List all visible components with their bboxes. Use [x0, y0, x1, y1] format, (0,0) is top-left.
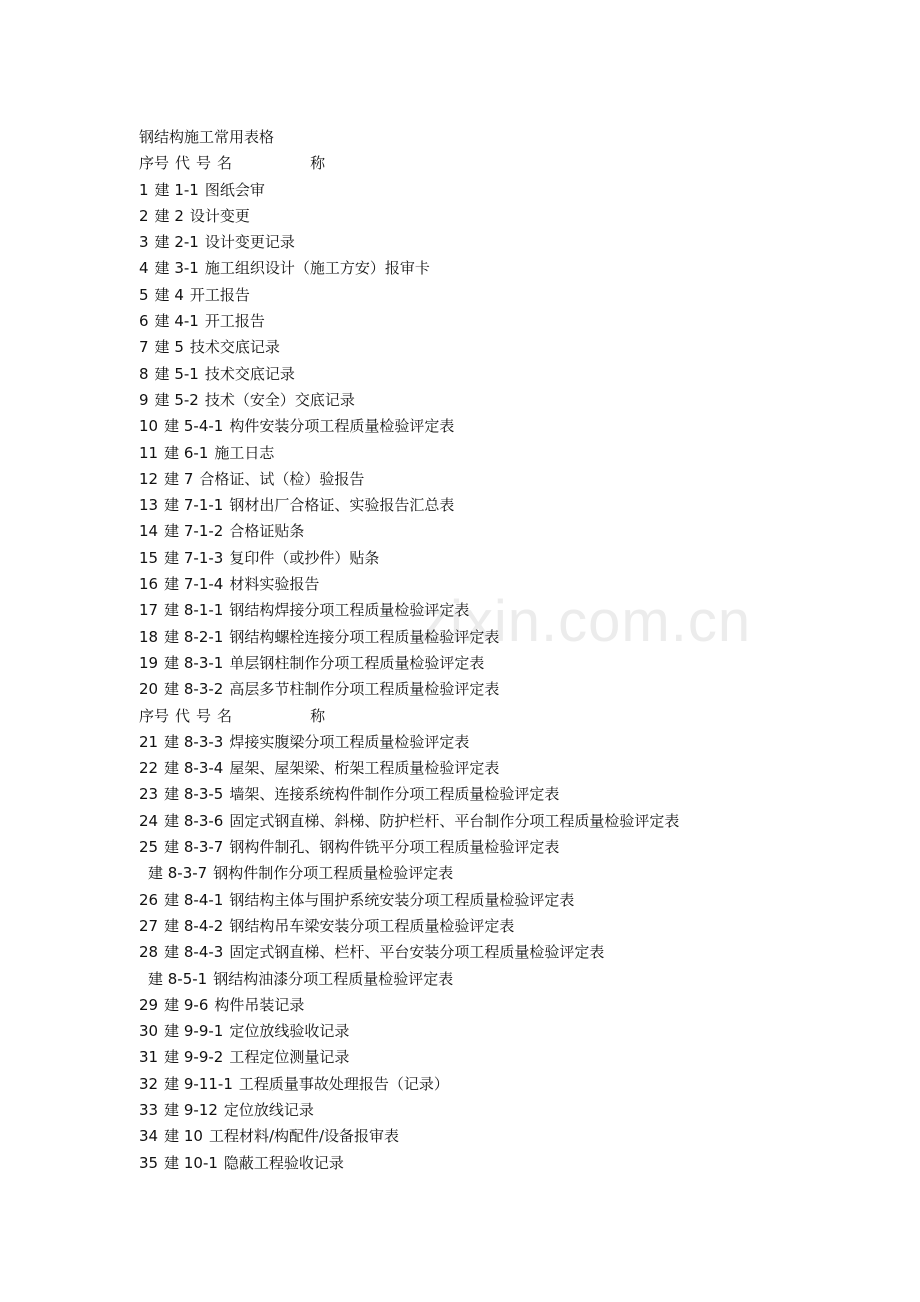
header-name-b: 称 — [310, 706, 326, 725]
row-name: 钢结构油漆分项工程质量检验评定表 — [213, 969, 454, 988]
row-code: 建 8-5-1 — [148, 969, 208, 988]
table-row — [139, 624, 899, 650]
row-code: 建 8-3-7 — [164, 838, 224, 857]
row-name: 焊接实腹梁分项工程质量检验评定表 — [229, 732, 470, 751]
row-code: 建 6-1 — [164, 443, 209, 462]
row-code: 建 5-2 — [154, 390, 199, 409]
table-row — [139, 203, 899, 229]
row-code: 建 3-1 — [154, 259, 199, 278]
header-name-a: 名 — [217, 706, 233, 725]
row-number: 18 — [139, 627, 159, 646]
row-name: 构件安装分项工程质量检验评定表 — [229, 417, 455, 436]
row-name: 钢结构主体与围护系统安装分项工程质量检验评定表 — [229, 890, 575, 909]
row-name: 施工组织设计（施工方安）报审卡 — [204, 259, 430, 278]
table-row — [139, 781, 899, 807]
row-name: 钢结构螺栓连接分项工程质量检验评定表 — [229, 627, 500, 646]
table-row — [139, 597, 899, 623]
row-name: 构件吊装记录 — [214, 995, 305, 1014]
row-number: 6 — [139, 312, 149, 331]
row-number: 15 — [139, 548, 159, 567]
row-name: 技术（安全）交底记录 — [204, 390, 355, 409]
table-row — [139, 887, 899, 913]
row-code: 建 4-1 — [154, 312, 199, 331]
row-code: 建 8-4-2 — [164, 916, 224, 935]
row-number: 34 — [139, 1127, 159, 1146]
row-name: 钢构件制孔、钢构件铣平分项工程质量检验评定表 — [229, 838, 560, 857]
row-name: 固定式钢直梯、斜梯、防护栏杆、平台制作分项工程质量检验评定表 — [229, 811, 680, 830]
row-number: 32 — [139, 1074, 159, 1093]
row-code: 建 2 — [154, 206, 184, 225]
table-row — [139, 440, 899, 466]
table-row — [139, 1150, 899, 1176]
table-row — [139, 518, 899, 544]
table-row — [139, 177, 899, 203]
table-row — [139, 860, 899, 886]
document-title: 钢结构施工常用表格 — [139, 128, 275, 146]
row-name: 隐蔽工程验收记录 — [223, 1153, 344, 1172]
table-row — [139, 650, 899, 676]
table-row — [139, 966, 899, 992]
table-header-repeat — [139, 703, 899, 729]
table-row — [139, 282, 899, 308]
row-code: 建 8-1-1 — [164, 601, 224, 620]
row-code: 建 8-3-5 — [164, 785, 224, 804]
row-name: 工程材料/构配件/设备报审表 — [208, 1127, 400, 1146]
row-name: 定位放线验收记录 — [229, 1022, 350, 1041]
row-number: 5 — [139, 285, 149, 304]
row-code: 建 1-1 — [154, 180, 199, 199]
header-code-a: 代 — [175, 154, 191, 173]
table-row — [139, 808, 899, 834]
row-number: 9 — [139, 390, 149, 409]
row-name: 施工日志 — [214, 443, 275, 462]
row-code: 建 9-6 — [164, 995, 209, 1014]
row-number: 14 — [139, 522, 159, 541]
table-row — [139, 1097, 899, 1123]
row-name: 固定式钢直梯、栏杆、平台安装分项工程质量检验评定表 — [229, 943, 605, 962]
watermark: zixin.com.cn — [420, 589, 752, 654]
row-code: 建 9-9-1 — [164, 1022, 224, 1041]
row-code: 建 9-9-2 — [164, 1048, 224, 1067]
row-name: 屋架、屋架梁、桁架工程质量检验评定表 — [229, 759, 500, 778]
row-code: 建 4 — [154, 285, 184, 304]
table-row — [139, 229, 899, 255]
table-row — [139, 413, 899, 439]
header-code-a: 代 — [175, 706, 191, 725]
table-row — [139, 834, 899, 860]
row-code: 建 8-2-1 — [164, 627, 224, 646]
row-number: 26 — [139, 890, 159, 909]
row-code: 建 2-1 — [154, 233, 199, 252]
row-number: 24 — [139, 811, 159, 830]
document-body — [139, 124, 899, 1176]
row-name: 图纸会审 — [204, 180, 265, 199]
table-row — [139, 571, 899, 597]
header-name-b: 称 — [310, 154, 326, 173]
row-number: 30 — [139, 1022, 159, 1041]
row-code: 建 10-1 — [164, 1153, 218, 1172]
table-row — [139, 334, 899, 360]
row-name: 单层钢柱制作分项工程质量检验评定表 — [229, 653, 485, 672]
table-row — [139, 1044, 899, 1070]
header-name-a: 名 — [217, 154, 233, 173]
header-code-b: 号 — [196, 706, 212, 725]
header-code-b: 号 — [196, 154, 212, 173]
row-number: 3 — [139, 233, 149, 252]
row-name: 工程定位测量记录 — [229, 1048, 350, 1067]
table-row — [139, 913, 899, 939]
row-number: 21 — [139, 732, 159, 751]
row-number: 2 — [139, 206, 149, 225]
row-number: 25 — [139, 838, 159, 857]
row-code: 建 7 — [164, 469, 194, 488]
table-row — [139, 992, 899, 1018]
row-code: 建 8-3-6 — [164, 811, 224, 830]
row-number: 17 — [139, 601, 159, 620]
table-row — [139, 939, 899, 965]
table-row — [139, 255, 899, 281]
row-number: 23 — [139, 785, 159, 804]
table-row — [139, 308, 899, 334]
row-name: 设计变更 — [189, 206, 250, 225]
row-number: 11 — [139, 443, 159, 462]
row-code: 建 5 — [154, 338, 184, 357]
table-row — [139, 361, 899, 387]
row-code: 建 5-1 — [154, 364, 199, 383]
row-name: 钢结构焊接分项工程质量检验评定表 — [229, 601, 470, 620]
row-code: 建 8-4-1 — [164, 890, 224, 909]
row-number: 7 — [139, 338, 149, 357]
row-code: 建 8-3-3 — [164, 732, 224, 751]
row-number: 29 — [139, 995, 159, 1014]
row-code: 建 8-4-3 — [164, 943, 224, 962]
table-row — [139, 387, 899, 413]
row-name: 合格证贴条 — [229, 522, 305, 541]
row-name: 钢构件制作分项工程质量检验评定表 — [213, 864, 454, 883]
row-name: 设计变更记录 — [204, 233, 295, 252]
row-number: 1 — [139, 180, 149, 199]
row-code: 建 9-11-1 — [164, 1074, 233, 1093]
row-number: 31 — [139, 1048, 159, 1067]
table-row — [139, 466, 899, 492]
row-name: 技术交底记录 — [189, 338, 280, 357]
table-row — [139, 1018, 899, 1044]
row-name: 定位放线记录 — [223, 1100, 314, 1119]
row-number: 19 — [139, 653, 159, 672]
row-number: 28 — [139, 943, 159, 962]
row-number: 20 — [139, 680, 159, 699]
row-number: 27 — [139, 916, 159, 935]
row-code: 建 7-1-3 — [164, 548, 224, 567]
row-name: 开工报告 — [189, 285, 250, 304]
table-row — [139, 755, 899, 781]
row-number: 33 — [139, 1100, 159, 1119]
row-code: 建 8-3-7 — [148, 864, 208, 883]
row-number: 16 — [139, 575, 159, 594]
table-row — [139, 1123, 899, 1149]
row-code: 建 9-12 — [164, 1100, 218, 1119]
table-row — [139, 492, 899, 518]
table-row — [139, 729, 899, 755]
row-number: 12 — [139, 469, 159, 488]
row-name: 工程质量事故处理报告（记录） — [238, 1074, 449, 1093]
row-code: 建 8-3-4 — [164, 759, 224, 778]
row-name: 高层多节柱制作分项工程质量检验评定表 — [229, 680, 500, 699]
row-name: 钢材出厂合格证、实验报告汇总表 — [229, 496, 455, 515]
row-name: 复印件（或抄件）贴条 — [229, 548, 380, 567]
row-number: 22 — [139, 759, 159, 778]
row-code: 建 7-1-1 — [164, 496, 224, 515]
row-name: 技术交底记录 — [204, 364, 295, 383]
row-code: 建 10 — [164, 1127, 203, 1146]
table-row — [139, 545, 899, 571]
row-number: 10 — [139, 417, 159, 436]
table-rows-part-2 — [139, 729, 899, 1176]
row-number: 4 — [139, 259, 149, 278]
row-name: 钢结构吊车梁安装分项工程质量检验评定表 — [229, 916, 515, 935]
row-name: 开工报告 — [204, 312, 265, 331]
row-number: 8 — [139, 364, 149, 383]
row-code: 建 7-1-2 — [164, 522, 224, 541]
header-no: 序号 — [139, 154, 170, 173]
header-no: 序号 — [139, 706, 170, 725]
table-row — [139, 1071, 899, 1097]
table-row — [139, 676, 899, 702]
row-number: 35 — [139, 1153, 159, 1172]
row-number: 13 — [139, 496, 159, 515]
row-name: 材料实验报告 — [229, 575, 320, 594]
row-code: 建 8-3-1 — [164, 653, 224, 672]
row-code: 建 8-3-2 — [164, 680, 224, 699]
table-rows-part-1 — [139, 177, 899, 703]
row-code: 建 7-1-4 — [164, 575, 224, 594]
row-name: 合格证、试（检）验报告 — [199, 469, 365, 488]
table-header — [139, 150, 899, 176]
row-name: 墙架、连接系统构件制作分项工程质量检验评定表 — [229, 785, 560, 804]
row-code: 建 5-4-1 — [164, 417, 224, 436]
